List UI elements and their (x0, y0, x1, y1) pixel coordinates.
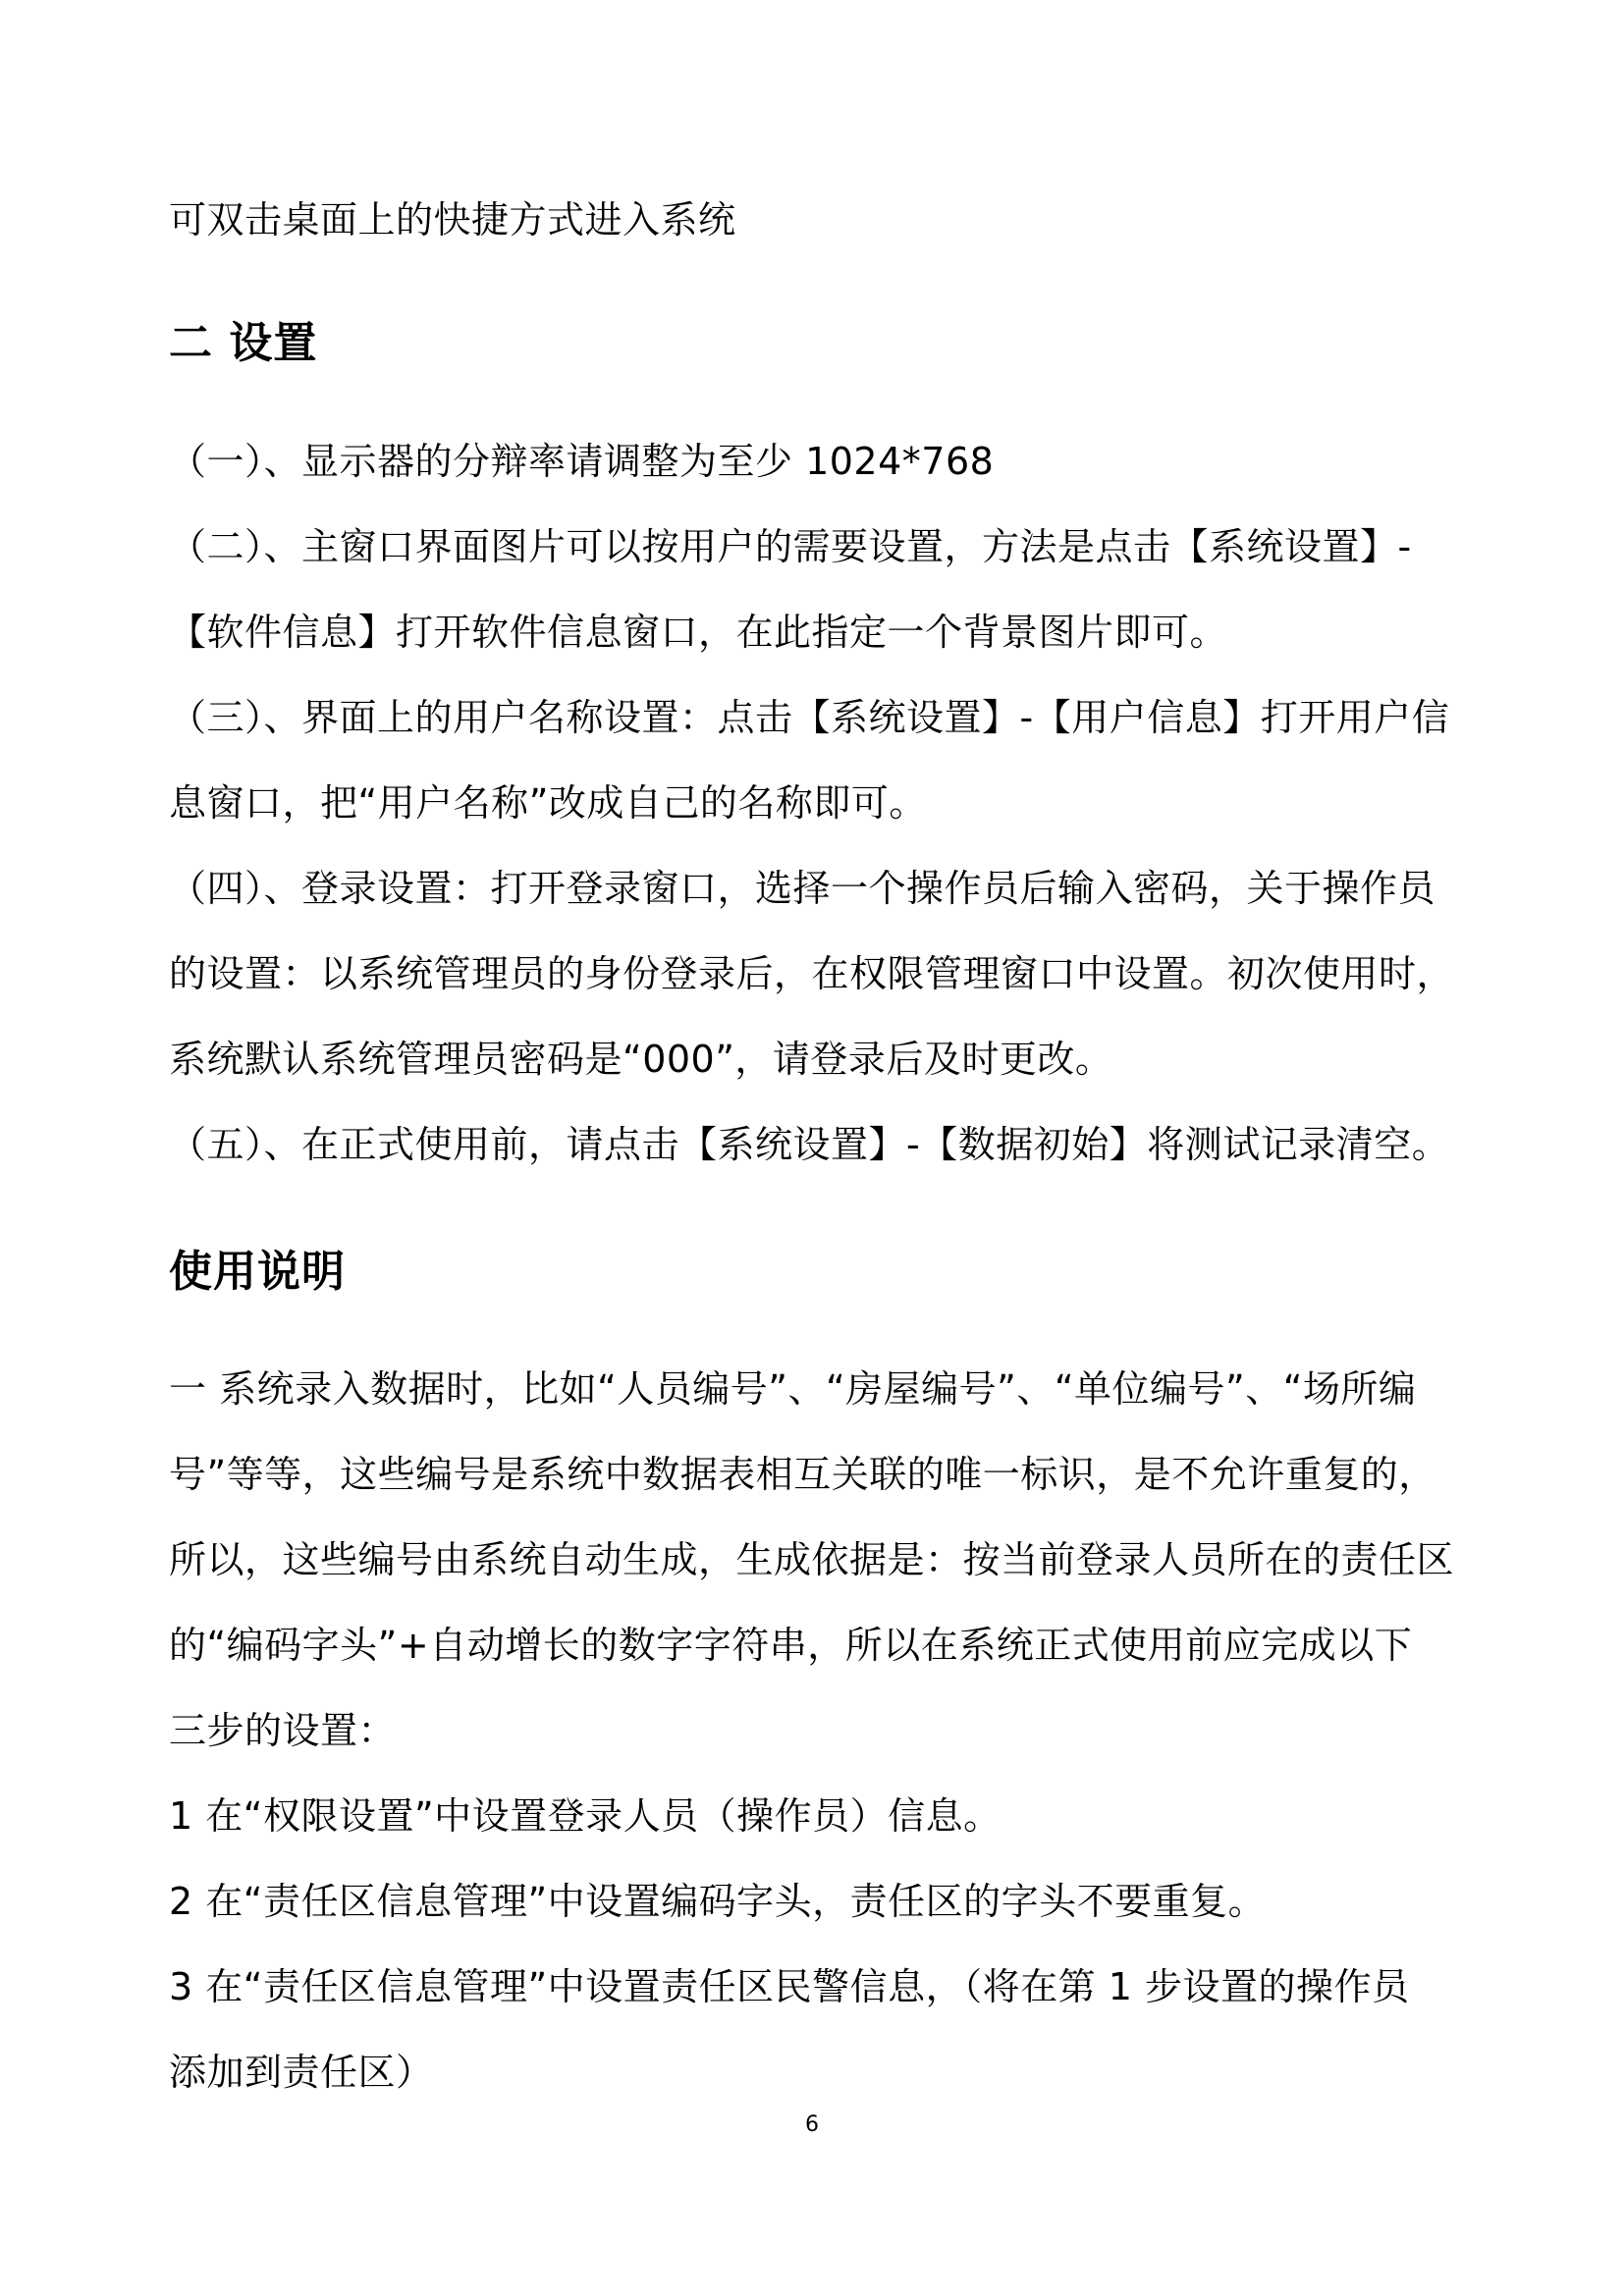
intro-line: 可双击桌面上的快捷方式进入系统 (169, 198, 736, 241)
usage-line-5: 三步的设置： (169, 1709, 397, 1752)
settings-line-9: （五）、在正式使用前，请点击【系统设置】-【数据初始】将测试记录清空。 (169, 1123, 1450, 1166)
usage-line-8: 3 在“责任区信息管理”中设置责任区民警信息，（将在第 1 步设置的操作员 (169, 1965, 1410, 2008)
usage-line-2: 号”等等，这些编号是系统中数据表相互关联的唯一标识，是不允许重复的， (169, 1453, 1436, 1496)
settings-line-6: （四）、登录设置：打开登录窗口，选择一个操作员后输入密码，关于操作员 (169, 867, 1436, 910)
usage-line-1: 一 系统录入数据时，比如“人员编号”、“房屋编号”、“单位编号”、“场所编 (169, 1367, 1417, 1411)
usage-line-9: 添加到责任区） (169, 2051, 434, 2094)
page-number: 6 (805, 2112, 819, 2137)
settings-line-1: （一）、显示器的分辩率请调整为至少 1024*768 (169, 440, 995, 483)
settings-line-7: 的设置：以系统管理员的身份登录后，在权限管理窗口中设置。初次使用时， (169, 952, 1455, 995)
settings-line-5: 息窗口，把“用户名称”改成自己的名称即可。 (169, 781, 927, 825)
section-heading-settings: 二 设置 (169, 318, 318, 368)
usage-line-3: 所以，这些编号由系统自动生成，生成依据是：按当前登录人员所在的责任区 (169, 1538, 1455, 1581)
settings-line-2: （二）、主窗口界面图片可以按用户的需要设置，方法是点击【系统设置】- (169, 525, 1412, 568)
settings-line-4: （三）、界面上的用户名称设置：点击【系统设置】-【用户信息】打开用户信 (169, 696, 1450, 739)
usage-line-4: 的“编码字头”+自动增长的数字字符串，所以在系统正式使用前应完成以下 (169, 1624, 1413, 1667)
settings-line-8: 系统默认系统管理员密码是“000”，请登录后及时更改。 (169, 1038, 1113, 1081)
section-heading-usage: 使用说明 (169, 1247, 346, 1297)
settings-line-3: 【软件信息】打开软件信息窗口，在此指定一个背景图片即可。 (169, 611, 1228, 654)
usage-line-7: 2 在“责任区信息管理”中设置编码字头，责任区的字头不要重复。 (169, 1880, 1267, 1923)
usage-line-6: 1 在“权限设置”中设置登录人员（操作员）信息。 (169, 1794, 1001, 1838)
